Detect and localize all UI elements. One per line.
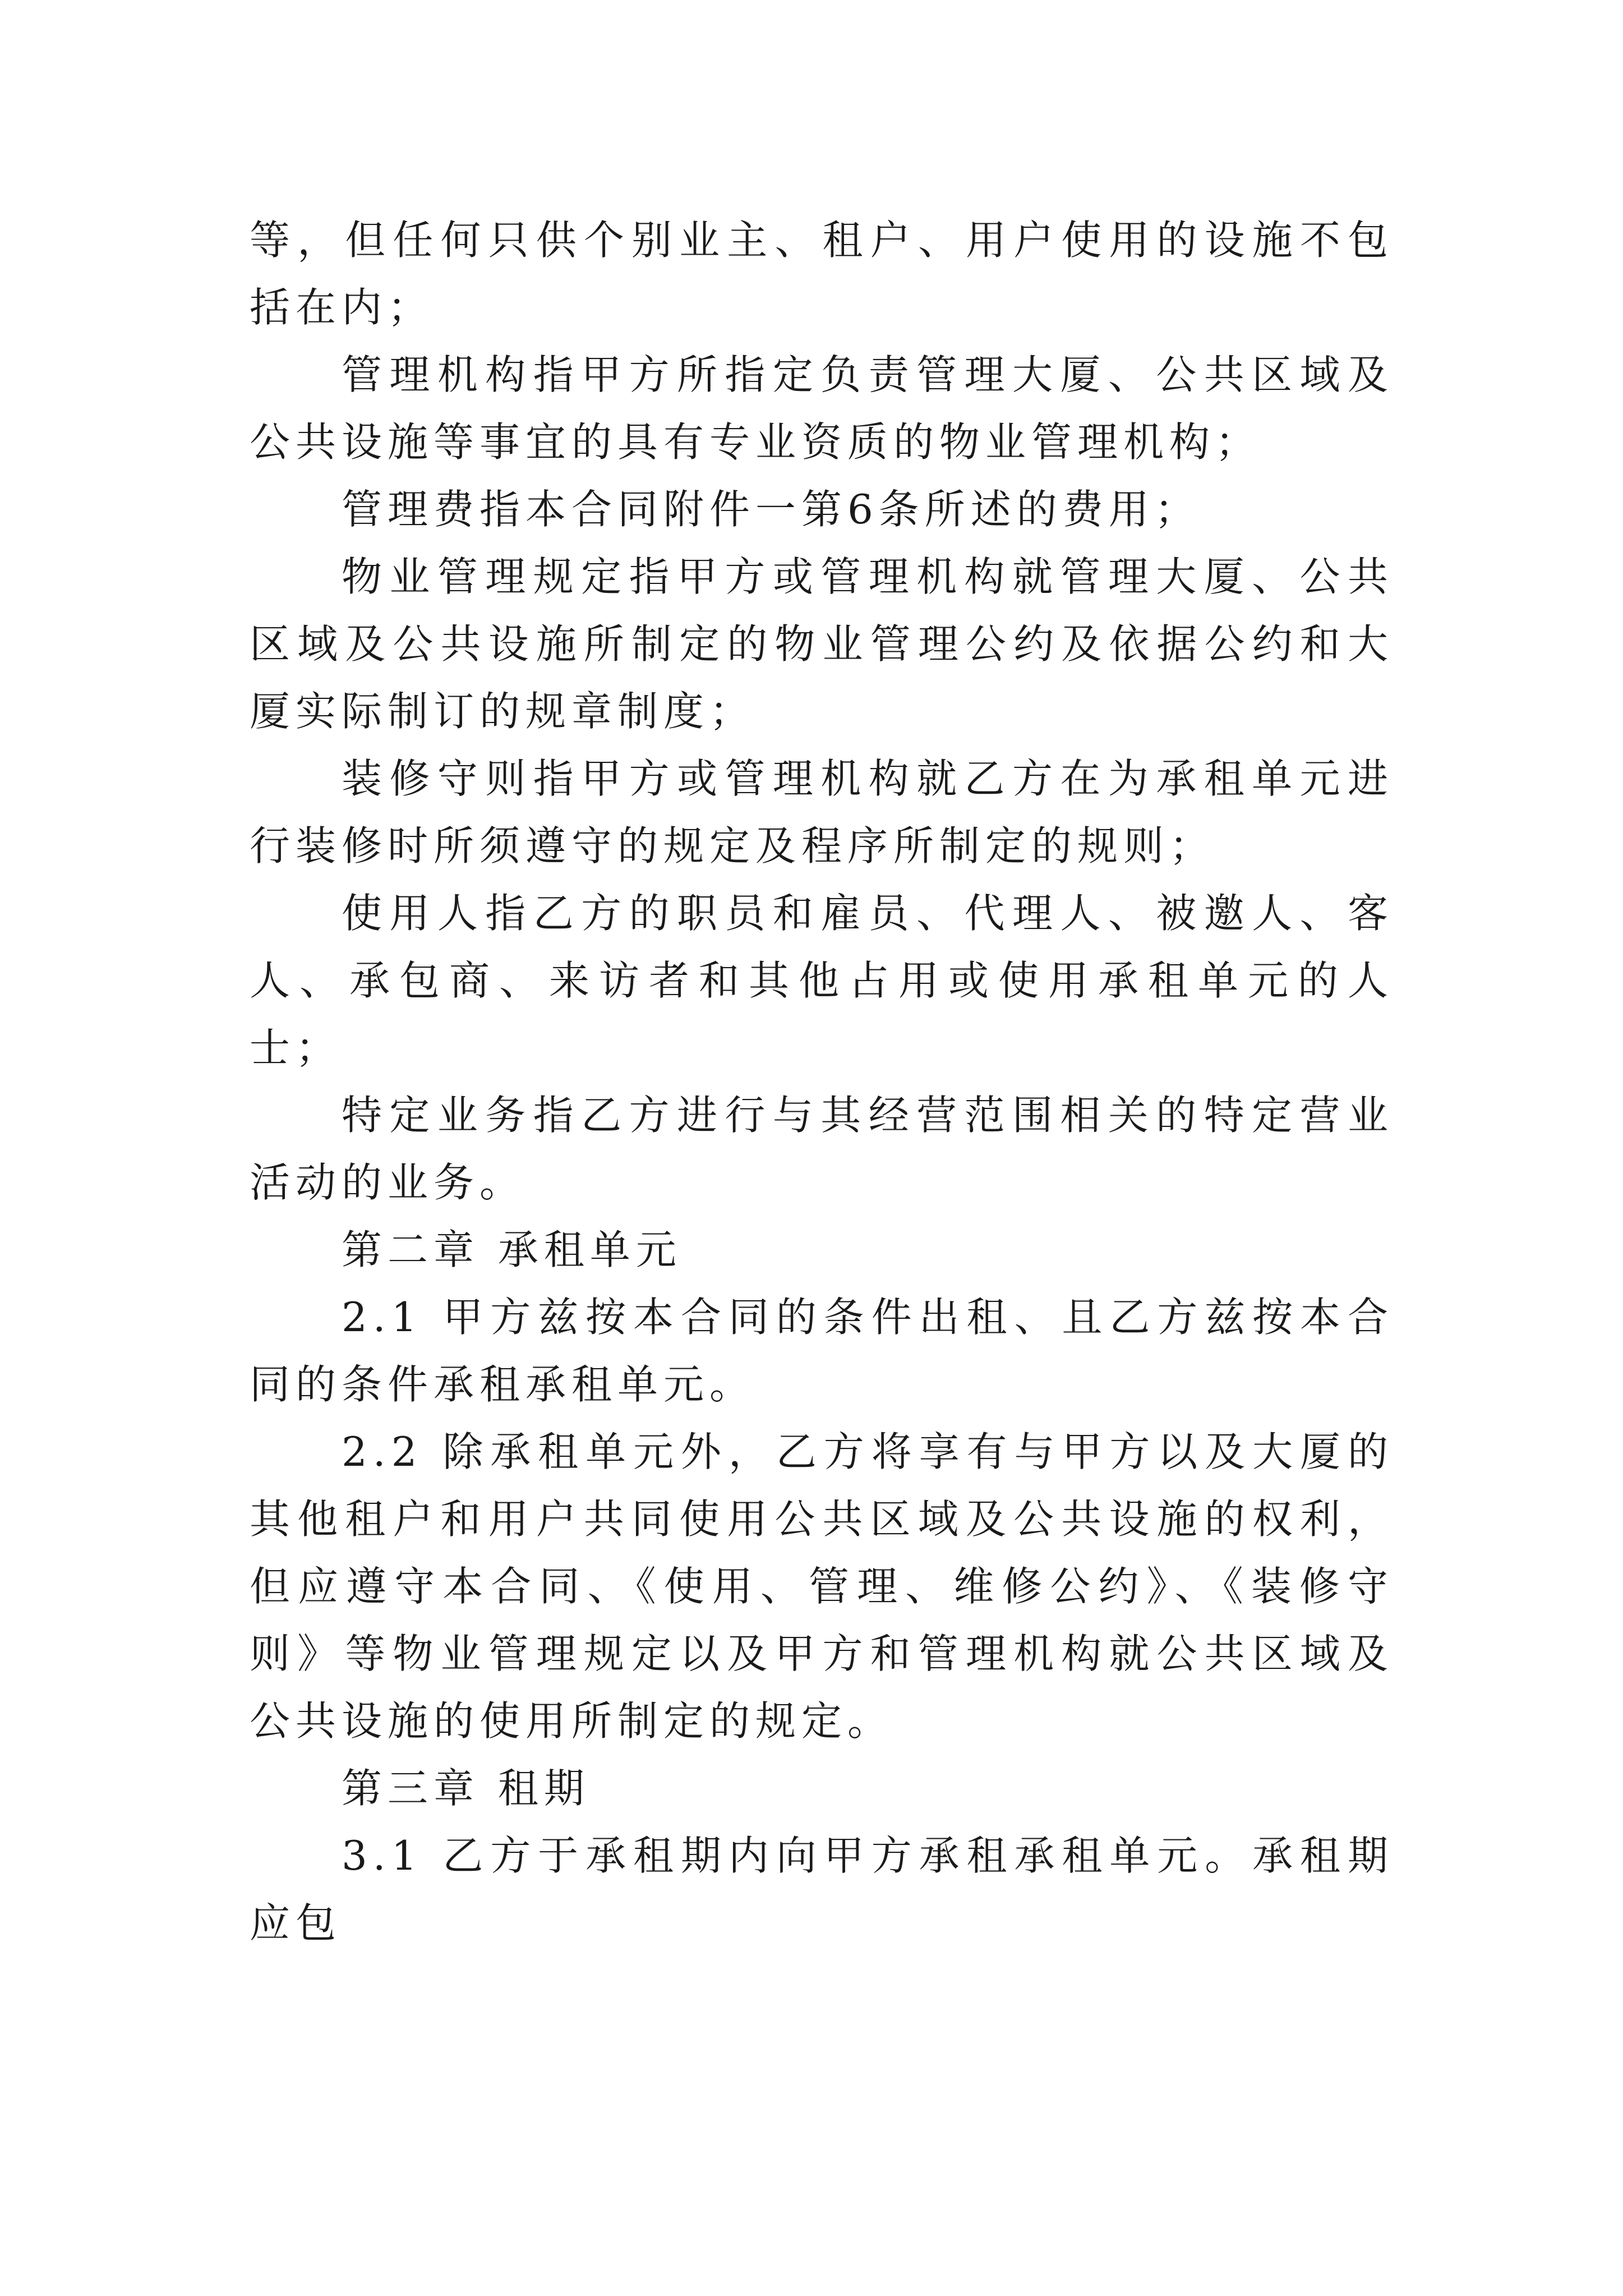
paragraph-user-definition: 使用人指乙方的职员和雇员、代理人、被邀人、客人、承包商、来访者和其他占用或使用承租单元的人士；	[250, 890, 1394, 1071]
paragraph-management-fee: 管理费指本合同附件一第6条所述的费用；	[342, 486, 1201, 533]
document-body	[250, 206, 1394, 1957]
paragraph-continued: 等，但任何只供个别业主、租户、用户使用的设施不包括在内；	[250, 217, 1394, 331]
chapter-heading-3: 第三章 租期	[342, 1765, 590, 1812]
paragraph-renovation-rules: 装修守则指甲方或管理机构就乙方在为承租单元进行装修时所须遵守的规定及程序所制定的规则；	[250, 755, 1394, 869]
chapter-heading-2: 第二章 承租单元	[342, 1226, 682, 1273]
clause-2-2: 2.2 除承租单元外，乙方将享有与甲方以及大厦的其他租户和用户共同使用公共区域及公共设施的权利，但应遵守本合同、《使用、管理、维修公约》、《装修守则》等物业管理规定以及甲方和管理机构就公共区域及公共设施的使用所制定的规定。	[250, 1428, 1394, 1745]
clause-2-1: 2.1 甲方兹按本合同的条件出租、且乙方兹按本合同的条件承租承租单元。	[250, 1294, 1394, 1408]
paragraph-property-rules: 物业管理规定指甲方或管理机构就管理大厦、公共区域及公共设施所制定的物业管理公约及依据公约和大厦实际制订的规章制度；	[250, 553, 1394, 735]
clause-3-1: 3.1 乙方于承租期内向甲方承租承租单元。承租期应包	[250, 1832, 1394, 1947]
paragraph-management-agency: 管理机构指甲方所指定负责管理大厦、公共区域及公共设施等事宜的具有专业资质的物业管理机构；	[250, 351, 1394, 466]
paragraph-specific-business: 特定业务指乙方进行与其经营范围相关的特定营业活动的业务。	[250, 1092, 1394, 1206]
